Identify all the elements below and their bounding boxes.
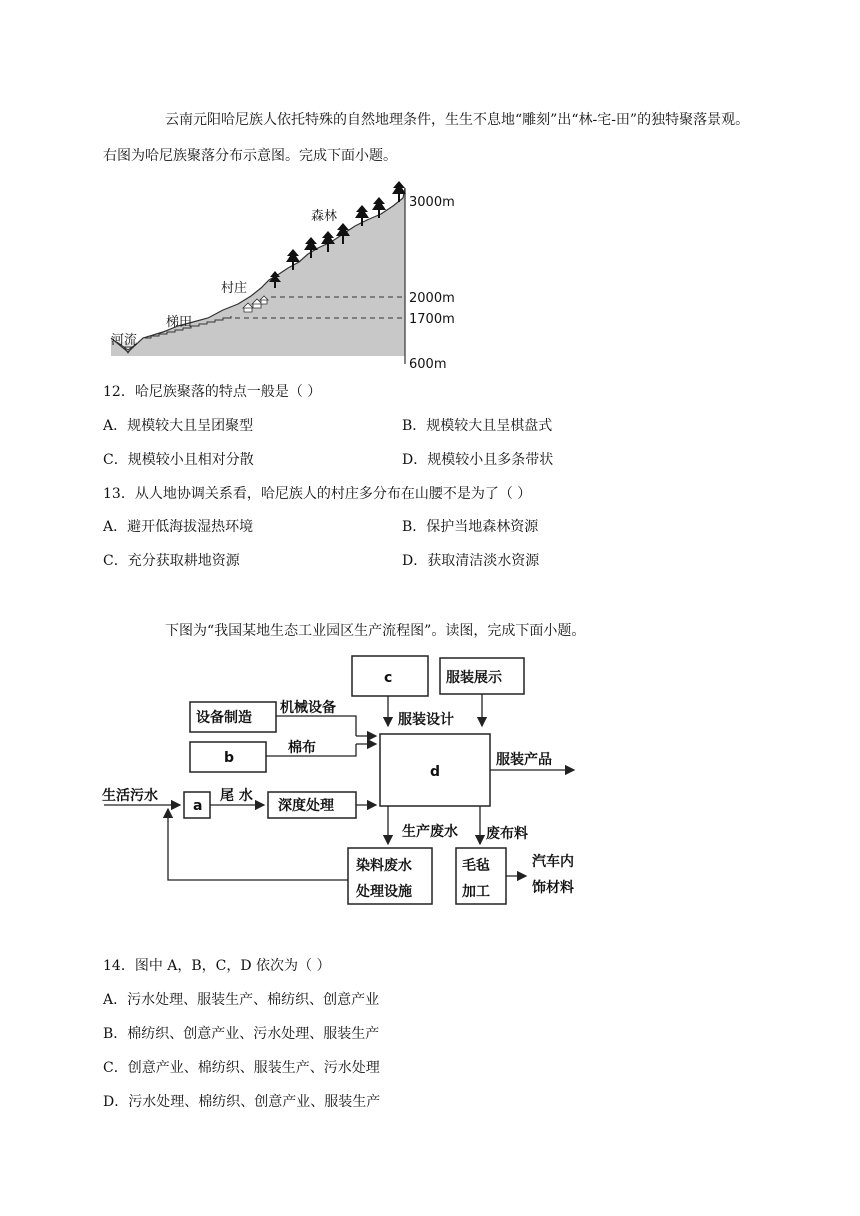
box-dye-label-1: 染料废水 [356,858,412,874]
intro-paragraph-1 [103,102,763,174]
box-a-label: a [193,798,203,814]
elevation-600m: 600m [409,357,447,372]
elevation-3000m: 3000m [409,195,455,210]
wastewater-label: 生产废水 [402,824,458,840]
question-13-stem: 13．从人地协调关系看，哈尼族人的村庄多分布在山腰不是为了（ ） [103,486,532,502]
q14-option-a[interactable]: A．污水处理、服装生产、棉纺织、创意产业 [103,992,380,1008]
box-display-label: 服装展示 [446,670,502,686]
q12-option-c[interactable]: C．规模较小且相对分散 [103,452,254,468]
forest-label: 森林 [311,209,338,224]
elevation-2000m: 2000m [409,291,455,306]
car-label-2: 饰材料 [532,880,574,896]
eco-industrial-flowchart [100,652,590,910]
village-label: 村庄 [221,281,248,296]
hani-settlement-figure [103,178,473,374]
machinery-label: 机械设备 [280,700,336,716]
q13-option-b[interactable]: B．保护当地森林资源 [402,519,539,535]
q12-option-d[interactable]: D．规模较小且多条带状 [402,452,554,468]
box-c-label: c [384,670,393,686]
box-felt-label-2: 加工 [462,884,490,900]
q13-option-c[interactable]: C．充分获取耕地资源 [103,553,240,569]
box-dye-label-2: 处理设施 [356,884,412,900]
sewage-label: 生活污水 [102,788,158,804]
cotton-label: 棉布 [288,740,316,756]
terrace-label: 梯田 [166,315,193,330]
river-label: 河流 [111,333,138,348]
box-deep-label: 深度处理 [278,798,334,814]
box-equipment-label: 设备制造 [196,710,252,726]
q12-option-a[interactable]: A．规模较大且呈团聚型 [103,418,254,434]
q14-option-c[interactable]: C．创意产业、棉纺织、服装生产、污水处理 [103,1060,380,1076]
q14-option-d[interactable]: D．污水处理、棉纺织、创意产业、服装生产 [103,1094,381,1110]
tail-water-label: 尾 水 [220,788,253,804]
q13-option-d[interactable]: D．获取清洁淡水资源 [402,553,540,569]
q14-option-b[interactable]: B．棉纺织、创意产业、污水处理、服装生产 [103,1026,380,1042]
question-14-stem: 14．图中 A，B，C，D 依次为（ ） [103,958,331,974]
box-d-label: d [430,764,441,780]
intro-paragraph-2: 下图为“我国某地生态工业园区生产流程图”。读图，完成下面小题。 [165,623,586,639]
intro-text-1: 云南元阳哈尼族人依托特殊的自然地理条件，生生不息地“雕刻”出“林-宅-田”的独特聚落景观。右图为哈尼族聚落分布示意图。完成下面小题。 [103,112,750,164]
box-felt-label-1: 毛毡 [462,858,490,874]
question-12-stem: 12．哈尼族聚落的特点一般是（ ） [103,384,322,400]
box-b-label: b [224,750,235,766]
car-label-1: 汽车内 [532,854,574,870]
scrap-label: 废布料 [486,826,528,842]
design-label: 服装设计 [398,712,454,728]
q13-option-a[interactable]: A．避开低海拔湿热环境 [103,519,254,535]
q12-option-b[interactable]: B．规模较大且呈棋盘式 [402,418,553,434]
product-label: 服装产品 [496,752,552,768]
elevation-1700m: 1700m [409,312,455,327]
